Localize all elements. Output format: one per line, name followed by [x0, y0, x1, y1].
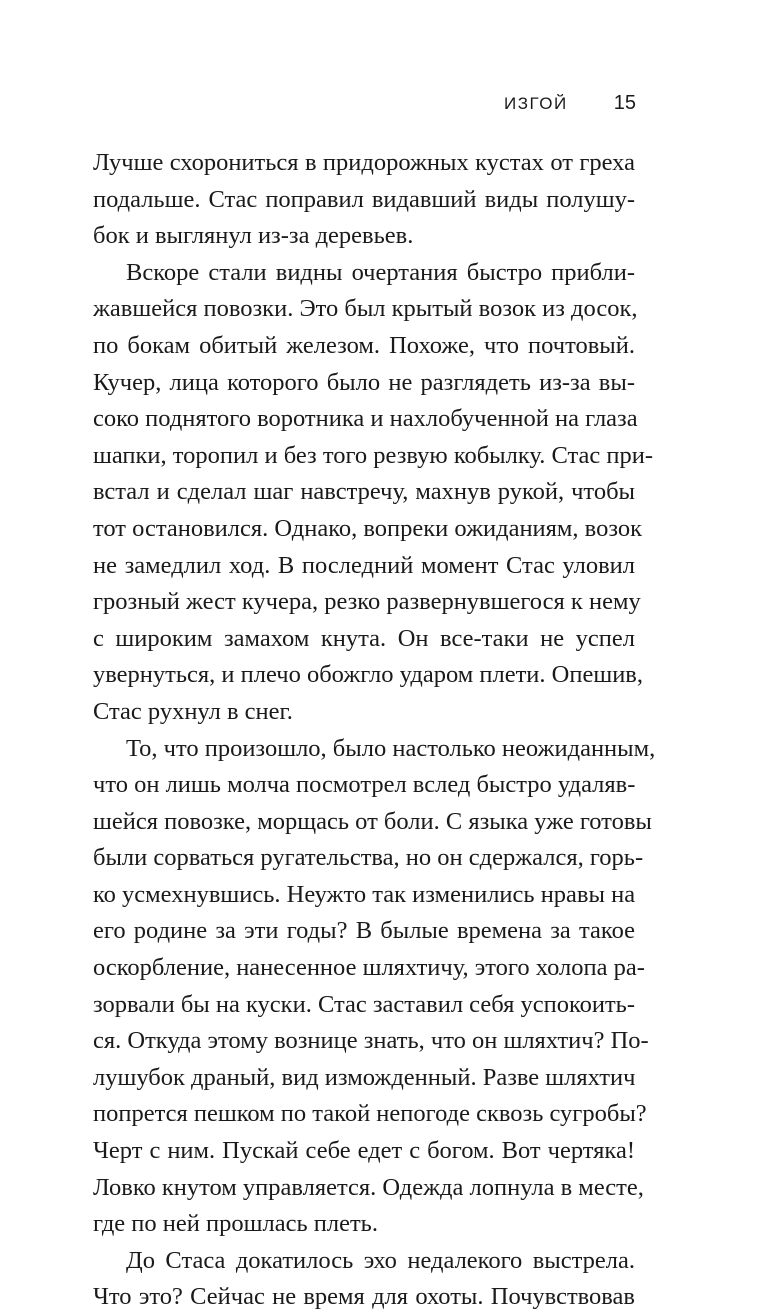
body-text [93, 145, 656, 1316]
text-line: шапки, торопил и без того резвую кобылку. Стас при- [93, 441, 654, 469]
text-line: где по ней прошлась плеть. [93, 1210, 378, 1238]
text-line: с широким замахом кнута. Он все-таки не успел [93, 624, 635, 652]
text-line: зорвали бы на куски. Стас заставил себя успокоить- [93, 990, 636, 1018]
text-line: То, что произошло, было настолько неожиданным, [126, 734, 656, 762]
text-line: тот остановился. Однако, вопреки ожиданиям, возок [93, 514, 643, 542]
text-line: Вскоре стали видны очертания быстро прибли- [126, 258, 635, 286]
text-line: что он лишь молча посмотрел вслед быстро удаляв- [93, 771, 636, 799]
text-line: Лучше схорониться в придорожных кустах от греха [93, 149, 635, 176]
text-line: грозный жест кучера, резко развернувшегося к нему [93, 588, 641, 616]
text-line: шейся повозке, морщась от боли. С языка уже готовы [93, 807, 652, 835]
text-line: по бокам обитый железом. Похоже, что почтовый. [93, 331, 635, 359]
text-line: бок и выглянул из-за деревьев. [93, 222, 414, 250]
text-line: оскорбление, нанесенное шляхтичу, этого холопа ра- [93, 954, 645, 982]
text-line: соко поднятого воротника и нахлобученной на глаза [93, 405, 638, 433]
text-line: Что это? Сейчас не время для охоты. Почувствовав [93, 1283, 635, 1311]
text-line: его родине за эти годы? В былые времена за такое [93, 917, 635, 945]
text-line: Кучер, лица которого было не разглядеть из-за вы- [93, 368, 635, 396]
text-line: попрется пешком по такой непогоде сквозь сугробы? [93, 1100, 647, 1128]
text-line: Ловко кнутом управляется. Одежда лопнула в месте, [93, 1173, 644, 1201]
text-line: Стас рухнул в снег. [93, 697, 293, 725]
text-line: подальше. Стас поправил видавший виды полушу- [93, 185, 635, 213]
text-line: ко усмехнувшись. Неужто так изменились нравы на [93, 880, 636, 908]
page-number: 15 [613, 92, 636, 114]
running-header [504, 92, 636, 120]
text-line: лушубок драный, вид изможденный. Разве шляхтич [93, 1063, 636, 1091]
text-line: Черт с ним. Пускай себе едет с богом. Вот чертяка! [93, 1137, 635, 1165]
text-line: жавшейся повозки. Это был крытый возок из досок, [93, 295, 638, 323]
running-title: ИЗГОЙ [504, 94, 568, 113]
text-line: До Стаса докатилось эхо недалекого выстрела. [126, 1246, 635, 1274]
text-line: встал и сделал шаг навстречу, махнув рукой, чтобы [93, 478, 635, 506]
text-line: были сорваться ругательства, но он сдержался, горь- [93, 844, 644, 872]
text-line: увернуться, и плечо обожгло ударом плети. Опешив, [93, 661, 643, 689]
text-line: не замедлил ход. В последний момент Стас уловил [93, 551, 635, 579]
text-line: ся. Откуда этому вознице знать, что он шляхтич? По- [93, 1027, 649, 1055]
